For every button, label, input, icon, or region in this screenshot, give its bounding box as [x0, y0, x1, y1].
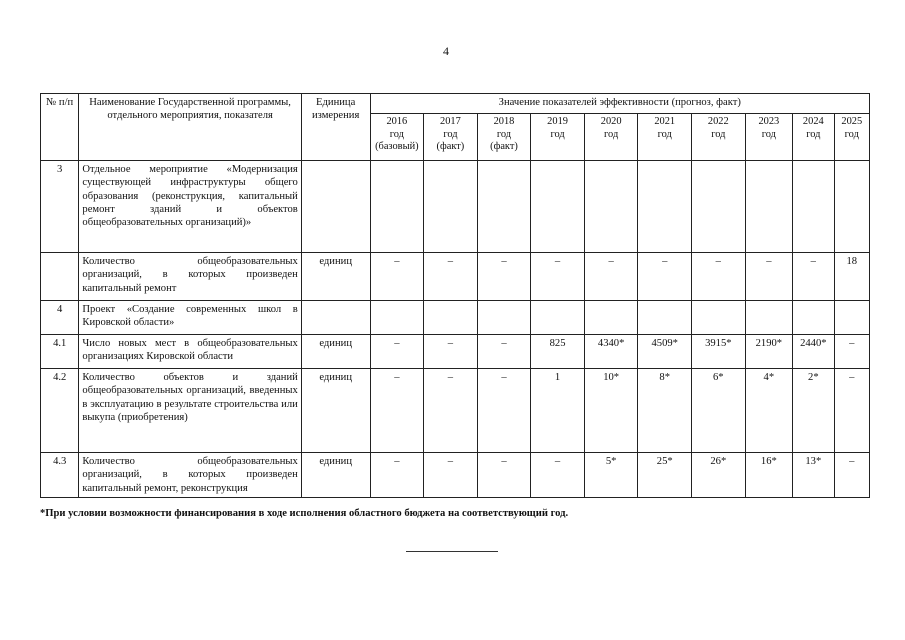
- row-value-2021: 8*: [638, 369, 692, 453]
- row-unit: единиц: [301, 335, 370, 369]
- row-value-2024: 2*: [793, 369, 834, 453]
- row-value-2019: [531, 301, 585, 335]
- row-value-2022: –: [692, 253, 746, 301]
- header-year-label: год: [844, 128, 859, 140]
- row-value-2016: [370, 301, 424, 335]
- row-unit: единиц: [301, 369, 370, 453]
- row-value-2017: [424, 161, 478, 253]
- row-value-2021: 25*: [638, 453, 692, 498]
- header-values-group: Значение показателей эффективности (прогноз, факт): [370, 94, 869, 114]
- header-year-note: (базовый): [375, 141, 419, 153]
- header-year-1: [424, 114, 478, 161]
- header-year-year: 2023: [758, 116, 780, 128]
- row-value-2020: [584, 301, 638, 335]
- row-value-2019: 1: [531, 369, 585, 453]
- row-value-2020: 4340*: [584, 335, 638, 369]
- header-year-year: 2024: [802, 116, 824, 128]
- header-year-4: [584, 114, 638, 161]
- header-year-2: [477, 114, 531, 161]
- row-value-2016: –: [370, 253, 424, 301]
- row-value-2022: [692, 161, 746, 253]
- row-value-2017: [424, 301, 478, 335]
- row-value-2019: 825: [531, 335, 585, 369]
- page-number: 4: [443, 44, 449, 58]
- header-name: Наименование Государственной программы, отдельного мероприятия, показателя: [79, 94, 301, 161]
- header-year-5: [638, 114, 692, 161]
- table-row: [41, 453, 870, 498]
- row-value-2025: –: [834, 335, 869, 369]
- header-year-year: 2017: [440, 116, 461, 128]
- row-value-2020: [584, 161, 638, 253]
- indicators-table: [40, 93, 870, 498]
- row-num: 4.3: [41, 453, 79, 498]
- row-value-2019: [531, 161, 585, 253]
- row-value-2017: –: [424, 253, 478, 301]
- row-value-2025: –: [834, 369, 869, 453]
- row-value-2022: [692, 301, 746, 335]
- row-name: Проект «Создание современных школ в Кировской области»: [79, 301, 301, 335]
- header-year-year: 2022: [707, 116, 729, 128]
- row-value-2016: [370, 161, 424, 253]
- row-value-2024: 2440*: [793, 335, 834, 369]
- table-row: [41, 253, 870, 301]
- header-year-year: 2016: [386, 116, 408, 128]
- header-year-label: год: [806, 128, 821, 140]
- row-unit: единиц: [301, 453, 370, 498]
- row-name: Отдельное мероприятие «Модернизация существующей инфраструктуры общего образования (реконструкция, капитальный ремонт зданий и объектов общеобразовательных организаций)»: [79, 161, 301, 253]
- row-unit: единиц: [301, 253, 370, 301]
- header-year-note: (факт): [436, 141, 465, 153]
- header-year-year: 2019: [547, 116, 568, 128]
- row-value-2024: [793, 301, 834, 335]
- row-value-2021: [638, 161, 692, 253]
- row-value-2020: 10*: [584, 369, 638, 453]
- row-value-2024: [793, 161, 834, 253]
- row-value-2018: –: [477, 369, 531, 453]
- row-num: 4: [41, 301, 79, 335]
- row-value-2019: –: [531, 453, 585, 498]
- row-value-2016: –: [370, 369, 424, 453]
- header-year-6: [692, 114, 746, 161]
- row-name: Количество объектов и зданий общеобразовательных организаций, введенных в эксплуатацию в результате строительства или выкупа (приобретения): [79, 369, 301, 453]
- row-value-2021: 4509*: [638, 335, 692, 369]
- row-value-2019: –: [531, 253, 585, 301]
- row-value-2022: 6*: [692, 369, 746, 453]
- header-year-label: год: [389, 128, 404, 140]
- row-num: 4.2: [41, 369, 79, 453]
- row-value-2018: [477, 161, 531, 253]
- header-row: [41, 94, 870, 114]
- row-value-2024: 13*: [793, 453, 834, 498]
- row-value-2024: –: [793, 253, 834, 301]
- header-year-7: [745, 114, 793, 161]
- row-value-2025: [834, 301, 869, 335]
- row-value-2020: –: [584, 253, 638, 301]
- bottom-rule: [406, 551, 498, 552]
- table-row: [41, 369, 870, 453]
- row-name: Количество общеобразовательных организаций, в которых произведен капитальный ремонт: [79, 253, 301, 301]
- header-year-label: год: [496, 128, 512, 140]
- row-value-2017: –: [424, 335, 478, 369]
- row-num: 3: [41, 161, 79, 253]
- row-name: Число новых мест в общеобразовательных организациях Кировской области: [79, 335, 301, 369]
- row-value-2020: 5*: [584, 453, 638, 498]
- header-year-year: 2025: [841, 116, 863, 128]
- row-value-2025: [834, 161, 869, 253]
- row-value-2017: –: [424, 453, 478, 498]
- header-year-label: год: [711, 128, 726, 140]
- table-row: [41, 161, 870, 253]
- row-value-2023: –: [745, 253, 793, 301]
- row-value-2018: –: [477, 453, 531, 498]
- header-year-label: год: [443, 128, 458, 140]
- row-value-2023: 4*: [745, 369, 793, 453]
- row-unit: [301, 301, 370, 335]
- row-value-2023: 2190*: [745, 335, 793, 369]
- header-year-note: (факт): [490, 141, 518, 153]
- row-value-2018: –: [477, 253, 531, 301]
- row-value-2023: [745, 301, 793, 335]
- header-year-9: [834, 114, 869, 161]
- row-value-2016: –: [370, 335, 424, 369]
- row-value-2018: [477, 301, 531, 335]
- header-unit: Единица измерения: [301, 94, 370, 161]
- header-year-year: 2021: [654, 116, 676, 128]
- header-year-label: год: [550, 128, 565, 140]
- row-value-2017: –: [424, 369, 478, 453]
- header-year-label: год: [657, 128, 672, 140]
- row-unit: [301, 161, 370, 253]
- row-value-2016: –: [370, 453, 424, 498]
- table-row: [41, 301, 870, 335]
- header-year-label: год: [604, 128, 619, 140]
- row-num: [41, 253, 79, 301]
- header-num: № п/п: [41, 94, 79, 161]
- row-value-2025: –: [834, 453, 869, 498]
- table-row: [41, 335, 870, 369]
- row-num: 4.1: [41, 335, 79, 369]
- row-value-2022: 3915*: [692, 335, 746, 369]
- row-value-2025: 18: [834, 253, 869, 301]
- header-year-year: 2018: [493, 116, 515, 128]
- header-year-year: 2020: [600, 116, 622, 128]
- row-name: Количество общеобразовательных организаций, в которых произведен капитальный ремонт, реконструкция: [79, 453, 301, 498]
- header-year-0: [370, 114, 424, 161]
- header-year-3: [531, 114, 585, 161]
- table-body: [41, 161, 870, 498]
- row-value-2021: –: [638, 253, 692, 301]
- header-year-8: [793, 114, 834, 161]
- header-year-label: год: [761, 128, 776, 140]
- row-value-2023: [745, 161, 793, 253]
- row-value-2022: 26*: [692, 453, 746, 498]
- row-value-2021: [638, 301, 692, 335]
- row-value-2018: –: [477, 335, 531, 369]
- row-value-2023: 16*: [745, 453, 793, 498]
- footnote: *При условии возможности финансирования в ходе исполнения областного бюджета на соответствующий год.: [40, 508, 569, 519]
